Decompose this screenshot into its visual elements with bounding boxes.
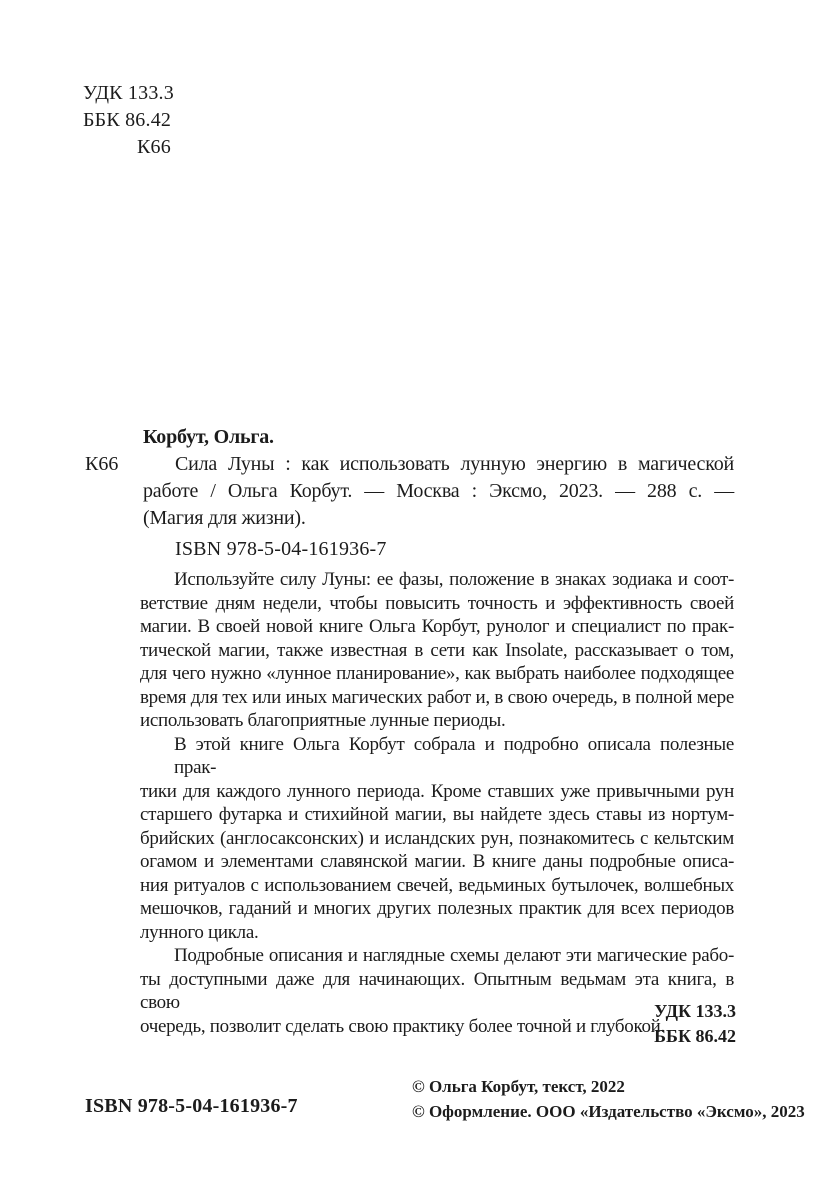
annotation-line: ния ритуалов с использованием свечей, ведьминых бутылочек, волшебных (140, 874, 734, 896)
catalog-card-hang-code: К66 (85, 453, 119, 475)
annotation-line: ветствие дням недели, чтобы повысить точность и эффективность своей (140, 592, 734, 614)
annotation-line: Используйте силу Луны: ее фазы, положение в знаках зодиака и соот- (174, 569, 734, 590)
copyright-line-publisher: © Оформление. ООО «Издательство «Эксмо», 2023 (412, 1102, 805, 1121)
annotation-line: старшего футарка и стихийной магии, вы найдете здесь ставы из нортум- (140, 804, 734, 825)
annotation-line: магии. В своей новой книге Ольга Корбут, рунолог и специалист по прак- (140, 616, 734, 637)
annotation-text (140, 568, 734, 1038)
annotation-line: В этой книге Ольга Корбут собрала и подробно описала полезные прак- (174, 733, 734, 778)
annotation-line: тической магии, также известная в сети как Insolate, рассказывает о том, (140, 639, 734, 661)
annotation-line: очередь, позволит сделать свою практику более точной и глубокой. (140, 1015, 665, 1037)
top-bibliographic-codes (83, 80, 174, 161)
catalog-card-author: Корбут, Ольга. (143, 426, 274, 448)
annotation-line: тики для каждого лунного периода. Кроме ставших уже привычными рун (140, 780, 734, 802)
annotation-line: Подробные описания и наглядные схемы делают эти магические рабо- (174, 945, 734, 966)
catalog-card-description-line: Сила Луны : как использовать лунную энергию в магической (175, 453, 734, 475)
catalog-card-description-line: работе / Ольга Корбут. — Москва : Эксмо, 2023. — 288 с. — (143, 480, 734, 502)
catalog-card (85, 424, 734, 532)
udk-code: УДК 133.3 (83, 82, 174, 104)
annotation-line: брийских (англосаксонских) и исландских рун, познакомитесь с кельтским (140, 827, 734, 849)
bbk-code-bottom: ББК 86.42 (654, 1026, 736, 1046)
udk-code-bottom: УДК 133.3 (654, 1001, 736, 1021)
footer-isbn: ISBN 978-5-04-161936-7 (85, 1095, 298, 1117)
annotation-line: огамом и элементами славянской магии. В книге даны подробные описа- (140, 851, 734, 872)
author-sign-code: К66 (137, 136, 171, 158)
annotation-line: для чего нужно «лунное планирование», как выбрать наиболее подходящее (140, 663, 734, 684)
bbk-code: ББК 86.42 (83, 109, 172, 131)
copyright-line-author: © Ольга Корбут, текст, 2022 (412, 1077, 625, 1096)
annotation-line: лунного цикла. (140, 921, 259, 943)
copyright-block (412, 1074, 805, 1124)
catalog-card-description-line: (Магия для жизни). (143, 507, 306, 529)
annotation-line: использовать благоприятные лунные периоды. (140, 710, 506, 731)
bottom-bibliographic-codes (654, 999, 736, 1049)
isbn-number: ISBN 978-5-04-161936-7 (175, 538, 387, 560)
annotation-line: время для тех или иных магических работ и, в свою очередь, в полной мере (140, 686, 734, 708)
annotation-line: мешочков, гаданий и многих других полезных практик для всех периодов (140, 898, 734, 919)
annotation-line: ты доступными даже для начинающих. Опытным ведьмам эта книга, в свою (140, 968, 734, 1013)
